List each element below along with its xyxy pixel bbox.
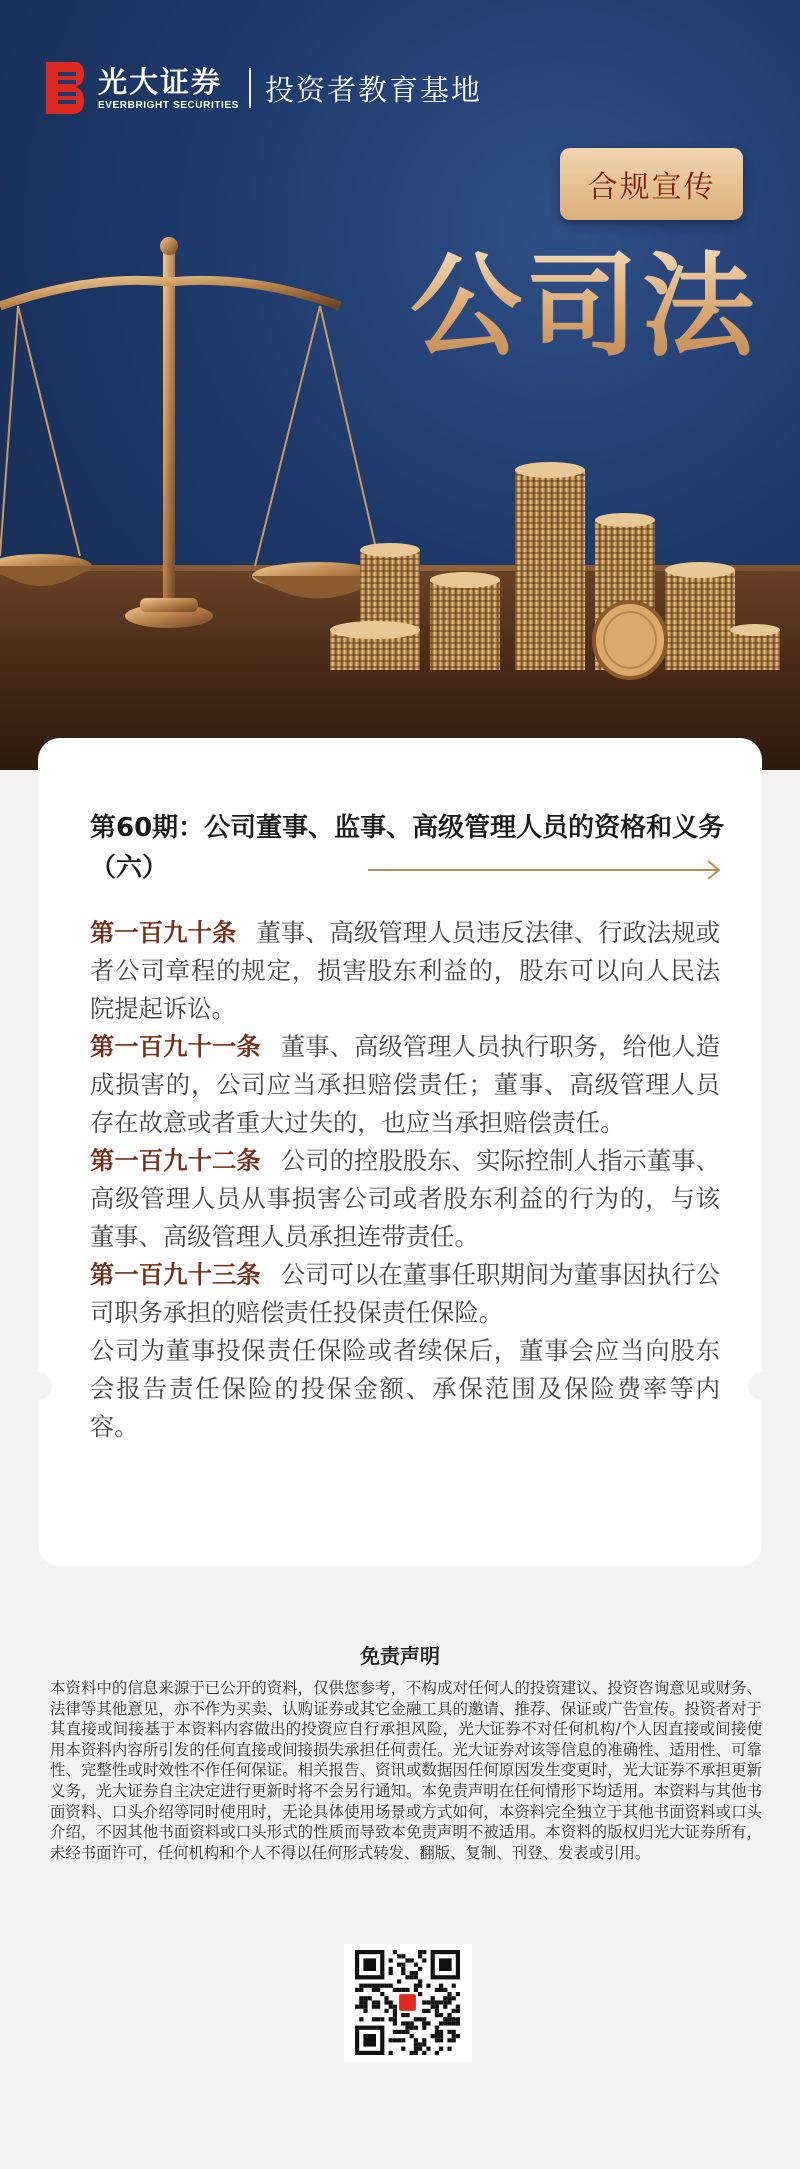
header-divider xyxy=(249,68,251,108)
article-text: 公司的控股股东、实际控制人指示董事、高级管理人员从事损害公司或者股东利益的行为的，与该董事、高级管理人员承担连带责任。 xyxy=(90,1146,721,1251)
coin-stacks-icon xyxy=(330,440,780,690)
article-paragraph xyxy=(90,1332,720,1446)
hero-banner xyxy=(0,0,800,770)
brand-header xyxy=(46,62,482,114)
brand-name xyxy=(98,66,239,111)
qr-code-icon xyxy=(344,1944,472,2062)
article-text: 董事、高级管理人员违反法律、行政法规或者公司章程的规定，损害股东利益的，股东可以向人民法院提起诉讼。 xyxy=(90,918,721,1023)
article-heading: 第60期：公司董事、监事、高级管理人员的资格和义务（六） xyxy=(90,813,725,883)
arrow-right-icon xyxy=(368,858,724,882)
article-paragraph xyxy=(90,1256,720,1332)
disclaimer-title: 免责声明 xyxy=(360,1644,440,1668)
card-notch-left xyxy=(24,1372,52,1400)
article-text: 公司为董事投保责任保险或者续保后，董事会应当向股东会报告责任保险的投保金额、承保范围及保险费率等内容。 xyxy=(90,1336,720,1441)
brand-name-en: EVERBRIGHT SECURITIES xyxy=(98,99,239,111)
article-paragraph xyxy=(90,1142,720,1256)
hero-title: 公司法 xyxy=(410,232,770,382)
card-notch-right xyxy=(748,1372,776,1400)
article-number: 第一百九十一条 xyxy=(90,1032,261,1061)
article-number: 第一百九十三条 xyxy=(90,1260,261,1289)
article-number: 第一百九十二条 xyxy=(90,1146,261,1175)
article-paragraph xyxy=(90,914,720,1028)
disclaimer-text: 本资料中的信息来源于已公开的资料，仅供您参考，不构成对任何人的投资建议、投资咨询意见或财务、法律等其他意见，亦不作为买卖、认购证券或其它金融工具的邀请、推荐、保证或广告宣传。投资者对于其直接或间接基于本资料内容做出的投资应自行承担风险，光大证券不对任何机构/个人因直接或间接使用本资料内容所引发的任何直接或间接损失承担任何责任。光大证券对该等信息的准确性、适用性、可靠性、完整性或时效性不作任何保证。相关报告、资讯或数据因任何原因发生变更时，光大证券不承担更新义务，光大证券自主决定进行更新时将不会另行通知。本免责声明在任何情形下均适用。本资料与其他书面资料、口头介绍等同时使用时，无论具体使用场景或方式如何，本资料完全独立于其他书面资料或口头介绍，不因其他书面资料或口头形式的性质而导致本免责声明不被适用。本资料的版权归光大证券所有，未经书面许可，任何机构和个人不得以任何形式转发、翻版、复制、刊登、发表或引用。 xyxy=(50,1679,762,1862)
article-text: 公司可以在董事任职期间为董事因执行公司职务承担的赔偿责任投保责任保险。 xyxy=(90,1260,721,1327)
article-body xyxy=(90,914,720,1446)
article-paragraph xyxy=(90,1028,720,1142)
brand-name-cn: 光大证券 xyxy=(98,64,223,99)
article-number: 第一百九十条 xyxy=(90,918,237,947)
everbright-logo-icon xyxy=(46,62,84,114)
compliance-badge: 合规宣传 xyxy=(560,148,743,220)
article-text: 董事、高级管理人员执行职务，给他人造成损害的，公司应当承担赔偿责任；董事、高级管理人员存在故意或者重大过失的，也应当承担赔偿责任。 xyxy=(90,1032,721,1137)
brand-subtitle: 投资者教育基地 xyxy=(264,72,482,107)
